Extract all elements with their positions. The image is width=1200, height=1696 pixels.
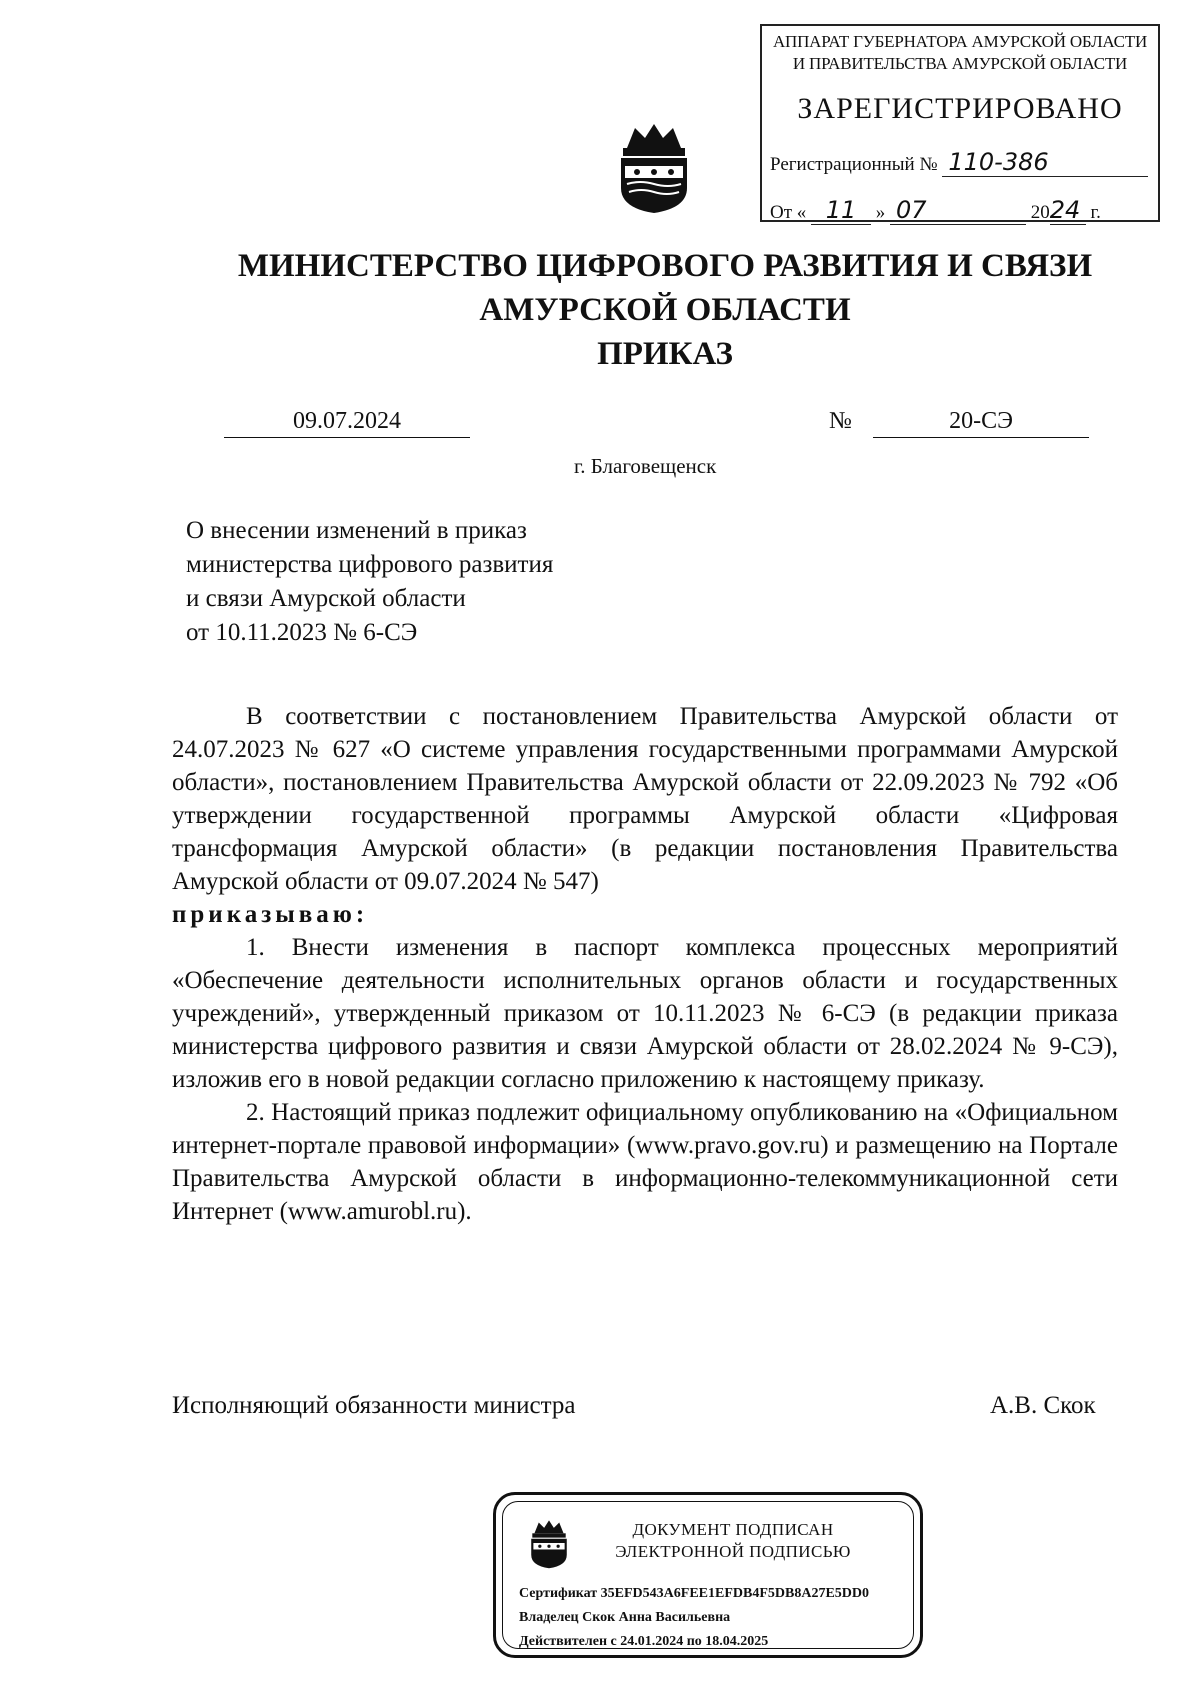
- stamp-quote-close: »: [875, 202, 886, 223]
- ministry-title-line2: АМУРСКОЙ ОБЛАСТИ: [479, 292, 851, 328]
- coat-of-arms-small-icon: [528, 1516, 570, 1570]
- stamp-reg-line: [770, 148, 1148, 177]
- stamp-reg-number: 110-386: [942, 148, 1148, 177]
- stamp-org-line2: И ПРАВИТЕЛЬСТВА АМУРСКОЙ ОБЛАСТИ: [792, 54, 1128, 73]
- stamp-day: 11: [811, 196, 871, 225]
- order-subject: [186, 514, 553, 650]
- coat-of-arms-icon: [615, 118, 693, 214]
- stamp-registered: ЗАРЕГИСТРИРОВАНО: [797, 92, 1123, 125]
- esig-validity: Действителен с 24.01.2024 по 18.04.2025: [519, 1634, 769, 1649]
- electronic-signature-stamp: [493, 1492, 923, 1658]
- order-city: г. Благовещенск: [574, 454, 717, 478]
- stamp-year-prefix: 20: [1030, 202, 1050, 223]
- order-number-sign: №: [829, 408, 852, 434]
- ministry-title-line1: МИНИСТЕРСТВО ЦИФРОВОГО РАЗВИТИЯ И СВЯЗИ: [237, 248, 1093, 284]
- stamp-date-line: [770, 196, 1101, 225]
- stamp-year: 24: [1050, 196, 1086, 225]
- registration-stamp: [760, 24, 1160, 222]
- stamp-org-line1: АППАРАТ ГУБЕРНАТОРА АМУРСКОЙ ОБЛАСТИ: [772, 32, 1148, 51]
- subject-line: О внесении изменений в приказ: [186, 517, 527, 544]
- subject-line: от 10.11.2023 № 6-СЭ: [186, 619, 418, 646]
- signatory-name: А.В. Скок: [990, 1392, 1096, 1419]
- esig-heading-line1: ДОКУМЕНТ ПОДПИСАН: [632, 1520, 834, 1539]
- esig-heading-line2: ЭЛЕКТРОННОЙ ПОДПИСЬЮ: [615, 1542, 851, 1561]
- stamp-year-suffix: г.: [1090, 202, 1101, 223]
- subject-line: министерства цифрового развития: [186, 551, 554, 578]
- order-word: приказываю:: [172, 901, 369, 928]
- preamble-paragraph: В соответствии с постановлением Правительства Амурской области от 24.07.2023 № 627 «О системе управления государственными программами Амурской области», постановлением Правительства Амурской области от 22.09.2023 № 792 «Об утверждении государственной программы Амурской области «Цифровая трансформация Амурской области» (в редакции постановления Правительства Амурской области от 09.07.2024 № 547): [172, 703, 1118, 895]
- order-number: 20-СЭ: [873, 408, 1089, 438]
- order-item-2: 2. Настоящий приказ подлежит официальному опубликованию на «Официальном интернет-портале правовой информации» (www.pravo.gov.ru) и размещению на Портале Правительства Амурской области в информационно-телекоммуникационной сети Интернет (www.amurobl.ru).: [172, 1099, 1118, 1225]
- order-body: [172, 700, 1118, 1228]
- order-date: 09.07.2024: [224, 408, 470, 438]
- esig-certificate: Сертификат 35EFD543A6FEE1EFDB4F5DB8A27E5DD0: [519, 1586, 870, 1601]
- document-type-title: ПРИКАЗ: [597, 336, 733, 372]
- order-item-1: 1. Внести изменения в паспорт комплекса процессных мероприятий «Обеспечение деятельности исполнительных органов области и государственных учреждений», утвержденный приказом от 10.11.2023 № 6-СЭ (в редакции приказа министерства цифрового развития и связи Амурской области от 28.02.2024 № 9-СЭ), изложив его в новой редакции согласно приложению к настоящему приказу.: [172, 934, 1118, 1093]
- signatory-role: Исполняющий обязанности министра: [172, 1392, 576, 1419]
- esig-owner: Владелец Скок Анна Васильевна: [519, 1610, 731, 1625]
- subject-line: и связи Амурской области: [186, 585, 466, 612]
- esig-inner-frame: [502, 1501, 914, 1649]
- stamp-reg-label: Регистрационный №: [770, 154, 938, 175]
- stamp-month: 07: [890, 196, 1026, 225]
- stamp-from-label: От «: [770, 202, 807, 223]
